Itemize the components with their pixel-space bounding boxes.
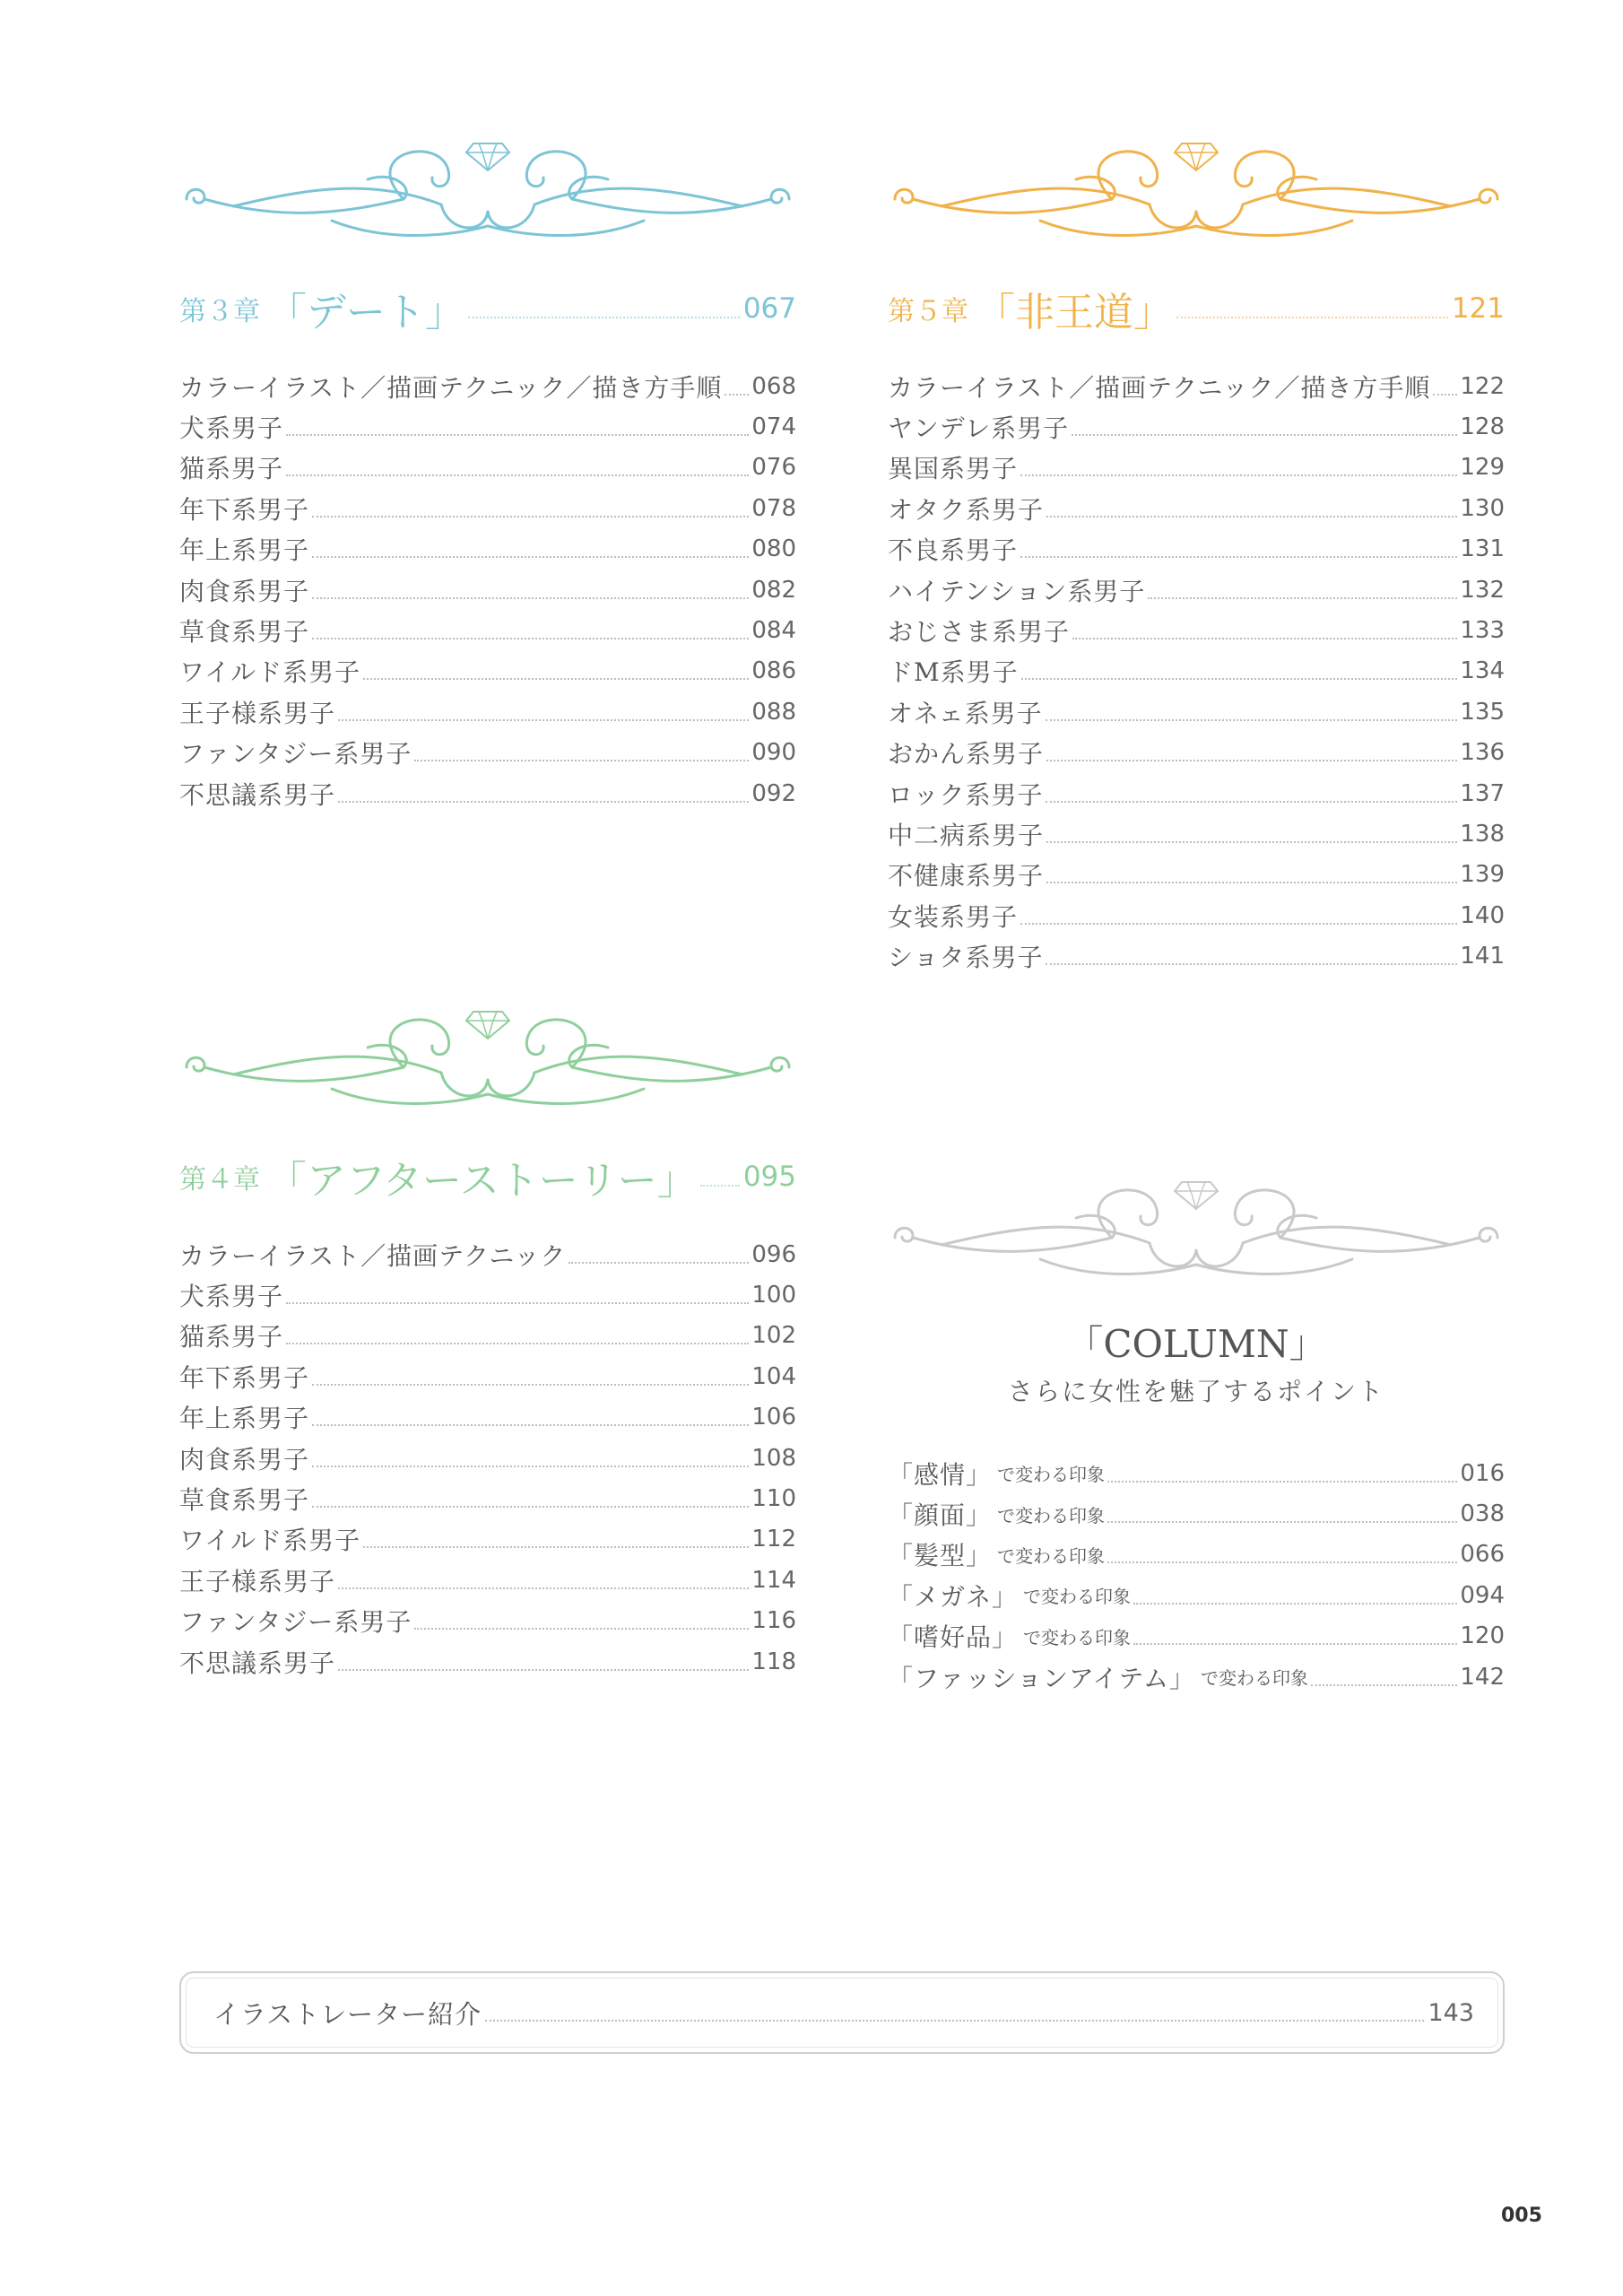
leader-dots (1072, 434, 1457, 436)
entry-page-number: 134 (1460, 657, 1505, 685)
entry-page-number: 100 (751, 1282, 796, 1309)
entry-title: 「髪型」 (888, 1541, 993, 1571)
leader-dots (312, 556, 749, 558)
entry-title: ファンタジー系男子 (179, 739, 412, 770)
toc-entry[interactable] (179, 488, 796, 528)
entry-title: 年下系男子 (179, 1362, 310, 1393)
entry-suffix: で変わる印象 (997, 1504, 1106, 1526)
entry-title: 肉食系男子 (179, 1444, 310, 1474)
toc-entry[interactable] (179, 1234, 796, 1274)
entry-page-number: 141 (1460, 943, 1505, 970)
entry-page-number: 129 (1460, 454, 1505, 482)
illustrators-entry[interactable] (179, 1971, 1505, 2054)
toc-entry[interactable] (179, 733, 796, 773)
leader-dots (286, 474, 749, 476)
entry-title: 猫系男子 (179, 1322, 284, 1352)
leader-dots (1133, 1603, 1457, 1605)
entry-page-number: 133 (1460, 617, 1505, 645)
leader-dots (414, 1628, 749, 1630)
leader-dots (1433, 394, 1457, 396)
entry-page-number: 128 (1460, 413, 1505, 441)
entry-page-number: 080 (751, 535, 796, 563)
toc-entry[interactable] (888, 895, 1505, 935)
entry-page-number: 132 (1460, 576, 1505, 604)
toc-entry[interactable] (179, 1274, 796, 1315)
entry-page-number: 140 (1460, 901, 1505, 929)
toc-entry[interactable] (888, 366, 1505, 406)
entry-title: 草食系男子 (179, 1485, 310, 1516)
entry-page-number: 110 (751, 1485, 796, 1513)
toc-entry[interactable] (888, 570, 1505, 610)
entry-title: 肉食系男子 (179, 576, 310, 606)
chapter-4-section (179, 1003, 796, 1702)
leader-dots (286, 434, 749, 436)
entry-title: 王子様系男子 (179, 698, 336, 728)
chapter-3-section (179, 135, 796, 810)
page-number: 005 (1501, 2205, 1542, 2227)
leader-dots (1072, 638, 1457, 639)
toc-entry[interactable] (888, 855, 1505, 895)
entry-title: 王子様系男子 (179, 1566, 336, 1596)
leader-dots (1046, 801, 1457, 803)
toc-entry[interactable] (888, 813, 1505, 854)
entry-title: 年上系男子 (179, 1404, 310, 1434)
toc-entry[interactable] (179, 1560, 796, 1600)
entry-title: ハイテンション系男子 (888, 576, 1146, 606)
leader-dots (1107, 1561, 1457, 1563)
entry-title: ファンタジー系男子 (179, 1607, 412, 1638)
toc-entry[interactable] (179, 529, 796, 570)
toc-entry[interactable] (888, 691, 1505, 732)
toc-entry[interactable] (888, 406, 1505, 447)
entry-page-number: 122 (1460, 372, 1505, 400)
toc-entry[interactable] (179, 1641, 796, 1682)
entry-page-number: 078 (751, 494, 796, 522)
entry-page-number: 016 (1460, 1459, 1505, 1487)
toc-entry[interactable] (179, 773, 796, 813)
toc-entry[interactable] (888, 1575, 1505, 1615)
entry-page-number: 096 (751, 1240, 796, 1268)
entry-page-number: 118 (751, 1648, 796, 1675)
chapter-heading[interactable] (888, 282, 1505, 335)
entry-title: おじさま系男子 (888, 617, 1071, 648)
leader-dots (363, 1546, 749, 1548)
toc-entry[interactable] (179, 610, 796, 650)
column-subtitle: さらに女性を魅了するポイント (1007, 1377, 1384, 1406)
chapter-title: 「アフターストーリー」 (267, 1158, 697, 1204)
leader-dots (485, 2020, 1424, 2022)
entry-title: 年下系男子 (179, 494, 310, 525)
chapter-page-number: 067 (742, 292, 796, 325)
toc-entry[interactable] (179, 1397, 796, 1438)
toc-entry[interactable] (179, 651, 796, 691)
chapter-label: 第４章 (179, 1164, 260, 1196)
leader-dots (338, 1669, 749, 1671)
entry-page-number: 130 (1460, 494, 1505, 522)
entry-page-number: 136 (1460, 739, 1505, 767)
leader-dots (338, 1587, 749, 1589)
chapter-5-section (888, 135, 1505, 987)
diamond-flourish-icon (888, 1173, 1505, 1284)
entry-suffix: で変わる印象 (1023, 1626, 1132, 1648)
entry-page-number: 086 (751, 657, 796, 685)
column-title: 「COLUMN」 (1065, 1322, 1327, 1366)
leader-dots (1020, 474, 1457, 476)
entry-title: 犬系男子 (179, 413, 284, 444)
entry-page-number: 076 (751, 454, 796, 482)
entry-suffix: で変わる印象 (997, 1544, 1106, 1567)
leader-dots (312, 516, 749, 517)
entry-suffix: で変わる印象 (1023, 1586, 1132, 1608)
leader-dots (1046, 963, 1457, 965)
entry-title: 「メガネ」 (888, 1581, 1019, 1612)
entry-title: 中二病系男子 (888, 820, 1045, 850)
entry-title: カラーイラスト／描画テクニック／描き方手順 (888, 372, 1431, 403)
toc-entry[interactable] (888, 1657, 1505, 1697)
entry-page-number: 116 (751, 1607, 796, 1635)
entry-page-number: 139 (1460, 861, 1505, 889)
entry-title: 年上系男子 (179, 535, 310, 566)
toc-entry[interactable] (179, 1316, 796, 1356)
leader-dots (1107, 1481, 1457, 1483)
toc-entry[interactable] (179, 1601, 796, 1641)
leader-dots (414, 760, 749, 761)
chapter-page-number: 095 (742, 1161, 796, 1193)
toc-list (888, 1453, 1505, 1697)
entry-title: 「感情」 (888, 1459, 993, 1490)
toc-entry[interactable] (888, 448, 1505, 488)
diamond-flourish-icon (888, 135, 1505, 246)
entry-title: おかん系男子 (888, 739, 1045, 770)
toc-list (179, 1234, 796, 1682)
entry-title: ドM系男子 (888, 657, 1019, 688)
entry-page-number: 068 (751, 372, 796, 400)
chapter-label: 第３章 (179, 296, 260, 327)
entry-title: ショタ系男子 (888, 943, 1044, 973)
chapter-heading[interactable] (179, 282, 796, 335)
entry-page-number: 102 (751, 1322, 796, 1350)
leader-dots (312, 597, 749, 599)
toc-entry[interactable] (179, 1438, 796, 1478)
entry-page-number: 084 (751, 617, 796, 645)
toc-entry[interactable] (888, 610, 1505, 650)
toc-entry[interactable] (179, 448, 796, 488)
entry-page-number: 138 (1460, 820, 1505, 848)
leader-dots (1148, 597, 1457, 599)
toc-entry[interactable] (888, 773, 1505, 813)
entry-title: 猫系男子 (179, 454, 284, 484)
leader-dots (312, 1465, 749, 1467)
leader-dots (312, 638, 749, 639)
leader-dots (338, 801, 749, 803)
entry-page-number: 094 (1460, 1581, 1505, 1609)
leader-dots (1176, 317, 1448, 318)
toc-entry[interactable] (888, 733, 1505, 773)
leader-dots (725, 394, 749, 396)
entry-title: ワイルド系男子 (179, 1526, 361, 1556)
entry-title: オネェ系男子 (888, 698, 1043, 728)
chapter-label: 第５章 (888, 296, 968, 327)
entry-page-number: 090 (751, 739, 796, 767)
toc-entry[interactable] (888, 488, 1505, 528)
toc-entry[interactable] (179, 1478, 796, 1518)
column-section (888, 1173, 1505, 1702)
toc-entry[interactable] (179, 1519, 796, 1560)
leader-dots (286, 1302, 749, 1304)
diamond-flourish-icon (179, 135, 796, 246)
entry-title: ワイルド系男子 (179, 657, 361, 688)
leader-dots (1020, 556, 1457, 558)
entry-title: ロック系男子 (888, 779, 1044, 810)
diamond-flourish-icon (179, 1003, 796, 1114)
toc-entry[interactable] (888, 935, 1505, 976)
toc-list (888, 366, 1505, 977)
entry-page-number: 104 (751, 1362, 796, 1390)
toc-entry[interactable] (888, 651, 1505, 691)
leader-dots (363, 678, 749, 680)
leader-dots (1046, 719, 1458, 721)
leader-dots (1046, 841, 1457, 843)
entry-title: 草食系男子 (179, 617, 310, 648)
toc-entry[interactable] (179, 1356, 796, 1396)
entry-page-number: 120 (1460, 1622, 1505, 1650)
entry-suffix: で変わる印象 (997, 1464, 1106, 1486)
entry-title: 不良系男子 (888, 535, 1019, 566)
chapter-title: 「デート」 (267, 290, 464, 335)
entry-page-number: 142 (1460, 1663, 1505, 1691)
leader-dots (312, 1506, 749, 1508)
toc-entry[interactable] (888, 1616, 1505, 1657)
toc-entry[interactable] (179, 570, 796, 610)
entry-page-number: 066 (1460, 1541, 1505, 1569)
toc-entry[interactable] (888, 1535, 1505, 1575)
entry-page-number: 108 (751, 1444, 796, 1472)
entry-page-number: 106 (751, 1404, 796, 1431)
entry-title: 「顔面」 (888, 1500, 993, 1531)
toc-entry[interactable] (888, 1453, 1505, 1493)
entry-title: 不思議系男子 (179, 1648, 336, 1678)
entry-title: ヤンデレ系男子 (888, 413, 1070, 444)
entry-page-number: 038 (1460, 1500, 1505, 1528)
leader-dots (568, 1262, 749, 1264)
entry-page-number: 092 (751, 779, 796, 807)
toc-entry[interactable] (179, 366, 796, 406)
entry-page-number: 082 (751, 576, 796, 604)
leader-dots (312, 1424, 749, 1426)
entry-page-number: 074 (751, 413, 796, 441)
leader-dots (468, 317, 740, 318)
leader-dots (1107, 1521, 1457, 1523)
entry-page-number: 137 (1460, 779, 1505, 807)
entry-title: カラーイラスト／描画テクニック／描き方手順 (179, 372, 723, 403)
leader-dots (1020, 923, 1457, 925)
entry-title: 「嗜好品」 (888, 1622, 1019, 1653)
toc-entry[interactable] (888, 1493, 1505, 1534)
entry-page-number: 131 (1460, 535, 1505, 563)
toc-entry[interactable] (888, 529, 1505, 570)
leader-dots (1046, 760, 1457, 761)
entry-page-number: 112 (751, 1526, 796, 1553)
leader-dots (1046, 516, 1457, 517)
leader-dots (1021, 678, 1458, 680)
entry-title: 異国系男子 (888, 454, 1019, 484)
entry-title: 女装系男子 (888, 901, 1019, 932)
leader-dots (700, 1185, 740, 1187)
chapter-page-number: 121 (1451, 292, 1505, 325)
entry-title: オタク系男子 (888, 494, 1045, 525)
chapter-heading[interactable] (179, 1150, 796, 1204)
illustrators-page-number: 143 (1428, 1998, 1474, 2027)
leader-dots (1311, 1684, 1457, 1686)
leader-dots (338, 719, 749, 721)
entry-title: 「ファッションアイテム」 (888, 1663, 1195, 1693)
toc-entry[interactable] (179, 406, 796, 447)
leader-dots (1133, 1643, 1457, 1645)
illustrators-title: イラストレーター紹介 (213, 1998, 482, 2030)
toc-list (179, 366, 796, 813)
entry-suffix: で変わる印象 (1200, 1667, 1308, 1690)
entry-page-number: 135 (1460, 698, 1505, 726)
entry-title: 犬系男子 (179, 1282, 284, 1312)
toc-entry[interactable] (179, 691, 796, 732)
chapter-title: 「非王道」 (976, 290, 1173, 335)
entry-title: カラーイラスト／描画テクニック (179, 1240, 567, 1271)
entry-page-number: 088 (751, 698, 796, 726)
entry-page-number: 114 (751, 1566, 796, 1594)
leader-dots (1046, 882, 1457, 883)
entry-title: 不健康系男子 (888, 861, 1045, 891)
entry-title: 不思議系男子 (179, 779, 336, 810)
leader-dots (286, 1343, 749, 1344)
leader-dots (312, 1384, 749, 1386)
